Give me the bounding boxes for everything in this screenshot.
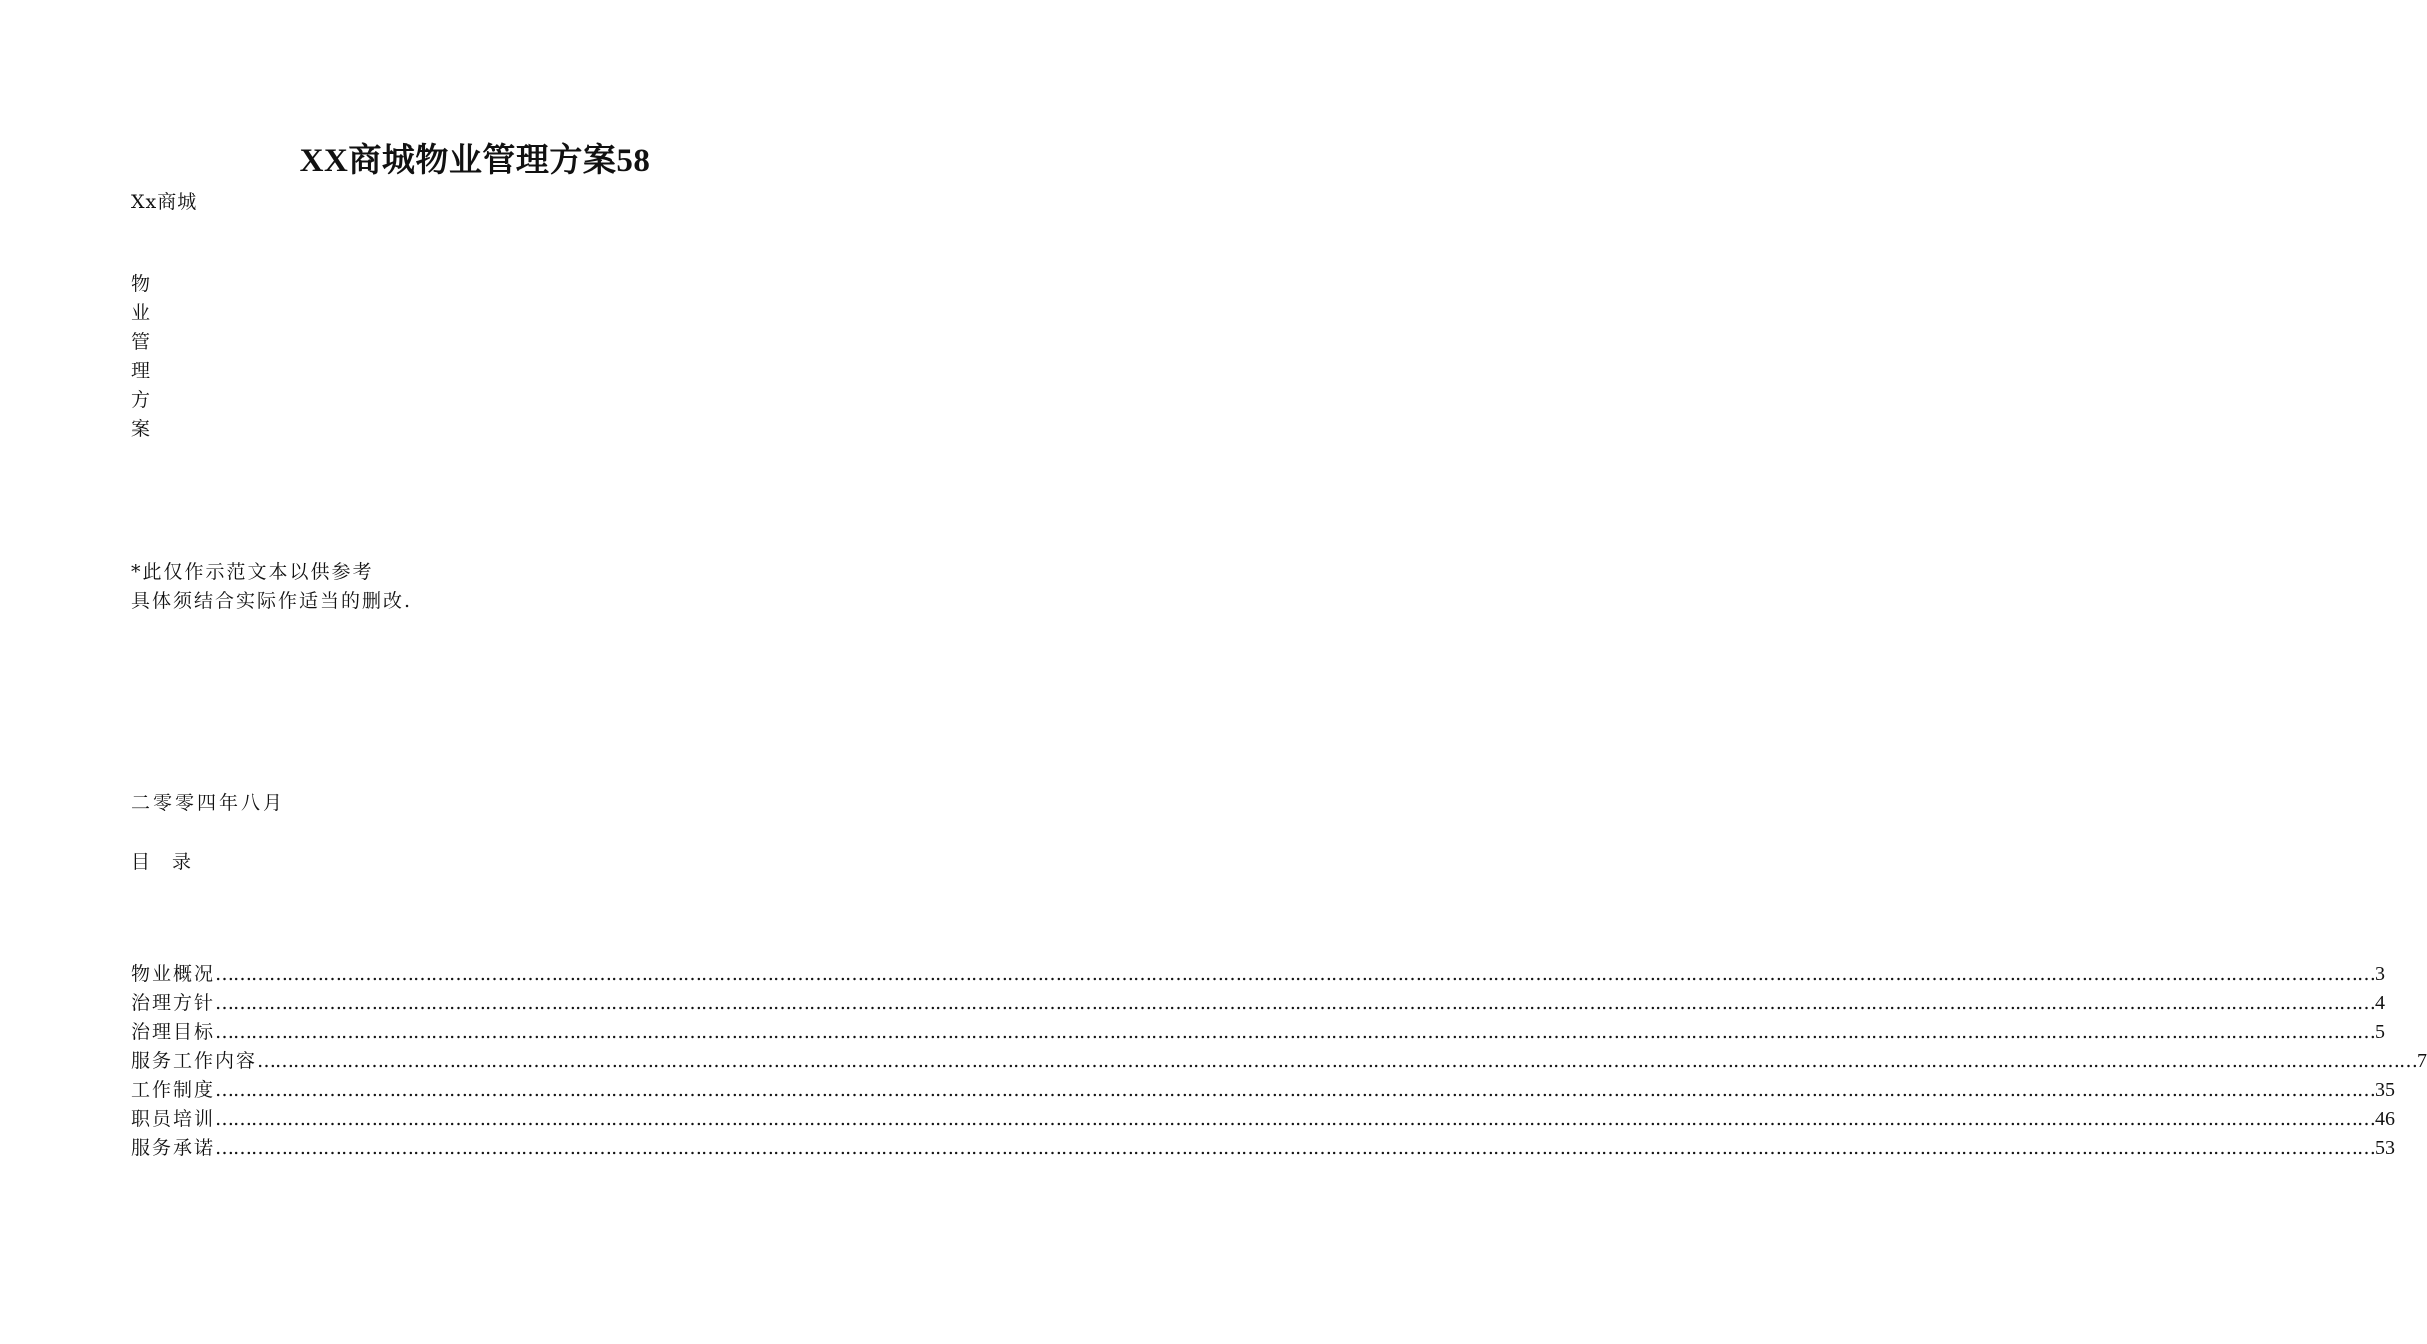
toc-entry-page: 53 (2375, 1137, 2396, 1159)
toc-heading-char: 目 (131, 851, 151, 873)
toc-leader-dots: ……………………………………………………………………………………………………………………………………………………………………………………………………………………………………………………………………………………………………………………………… (215, 963, 2376, 985)
toc-entry-label: 工作制度 (131, 1079, 216, 1101)
document-subtitle: Xx商城 (131, 191, 198, 213)
toc-entry-label: 职员培训 (131, 1108, 216, 1130)
toc-entry[interactable] (131, 1134, 2396, 1163)
toc-entry-page: 35 (2375, 1079, 2396, 1101)
toc-entry-label: 服务承诺 (131, 1137, 216, 1159)
toc-leader-dots: ……………………………………………………………………………………………………………………………………………………………………………………………………………………………………………………………………………………………………………………………… (215, 992, 2376, 1014)
toc-entry[interactable] (131, 1076, 2396, 1105)
toc-entry[interactable] (131, 960, 2386, 989)
vertical-char: 方 (131, 389, 151, 411)
note-line: *此仅作示范文本以供参考 (131, 561, 374, 583)
toc-entry-label: 物业概况 (131, 963, 216, 985)
document-title: XX商城物业管理方案58 (299, 143, 651, 179)
toc-entry[interactable] (131, 1018, 2386, 1047)
toc-leader-dots: ……………………………………………………………………………………………………………………………………………………………………………………………………………………………………………………………………………………………………………………………… (215, 1137, 2376, 1159)
note-line: 具体须结合实际作适当的删改. (131, 590, 413, 612)
vertical-char: 业 (131, 302, 151, 324)
vertical-char: 理 (131, 360, 151, 382)
toc-entry-page: 4 (2375, 992, 2386, 1014)
toc-leader-dots: ……………………………………………………………………………………………………………………………………………………………………………………………………………………………………………………………………………………………………………………………… (215, 1079, 2376, 1101)
toc-entry-page: 5 (2375, 1021, 2386, 1043)
disclaimer-note (131, 558, 412, 616)
toc-entry[interactable] (131, 989, 2386, 1018)
vertical-char: 物 (131, 273, 151, 295)
toc-leader-dots: ……………………………………………………………………………………………………………………………………………………………………………………………………………………………………………………………………………………………………………………………… (215, 1021, 2376, 1043)
toc-leader-dots: ……………………………………………………………………………………………………………………………………………………………………………………………………………………………………………………………………………………………………………………………… (215, 1108, 2376, 1130)
toc-entry-page: 3 (2375, 963, 2386, 985)
vertical-title (131, 270, 161, 444)
toc-entry-label: 治理方针 (131, 992, 216, 1014)
toc-entry-label: 治理目标 (131, 1021, 216, 1043)
toc-entry-page: 7 (2417, 1050, 2427, 1072)
vertical-char: 案 (131, 418, 151, 440)
toc-entry[interactable] (131, 1105, 2396, 1134)
toc-heading-char: 录 (172, 851, 192, 873)
document-date: 二零零四年八月 (131, 792, 286, 814)
toc-entry[interactable] (131, 1047, 2427, 1076)
table-of-contents (131, 960, 2427, 1163)
toc-entry-page: 46 (2375, 1108, 2396, 1130)
toc-entry-label: 服务工作内容 (131, 1050, 258, 1072)
toc-heading (131, 847, 191, 874)
vertical-char: 管 (131, 331, 151, 353)
toc-leader-dots: ……………………………………………………………………………………………………………………………………………………………………………………………………………………………………………………………………………………………………………………………… (257, 1050, 2418, 1072)
